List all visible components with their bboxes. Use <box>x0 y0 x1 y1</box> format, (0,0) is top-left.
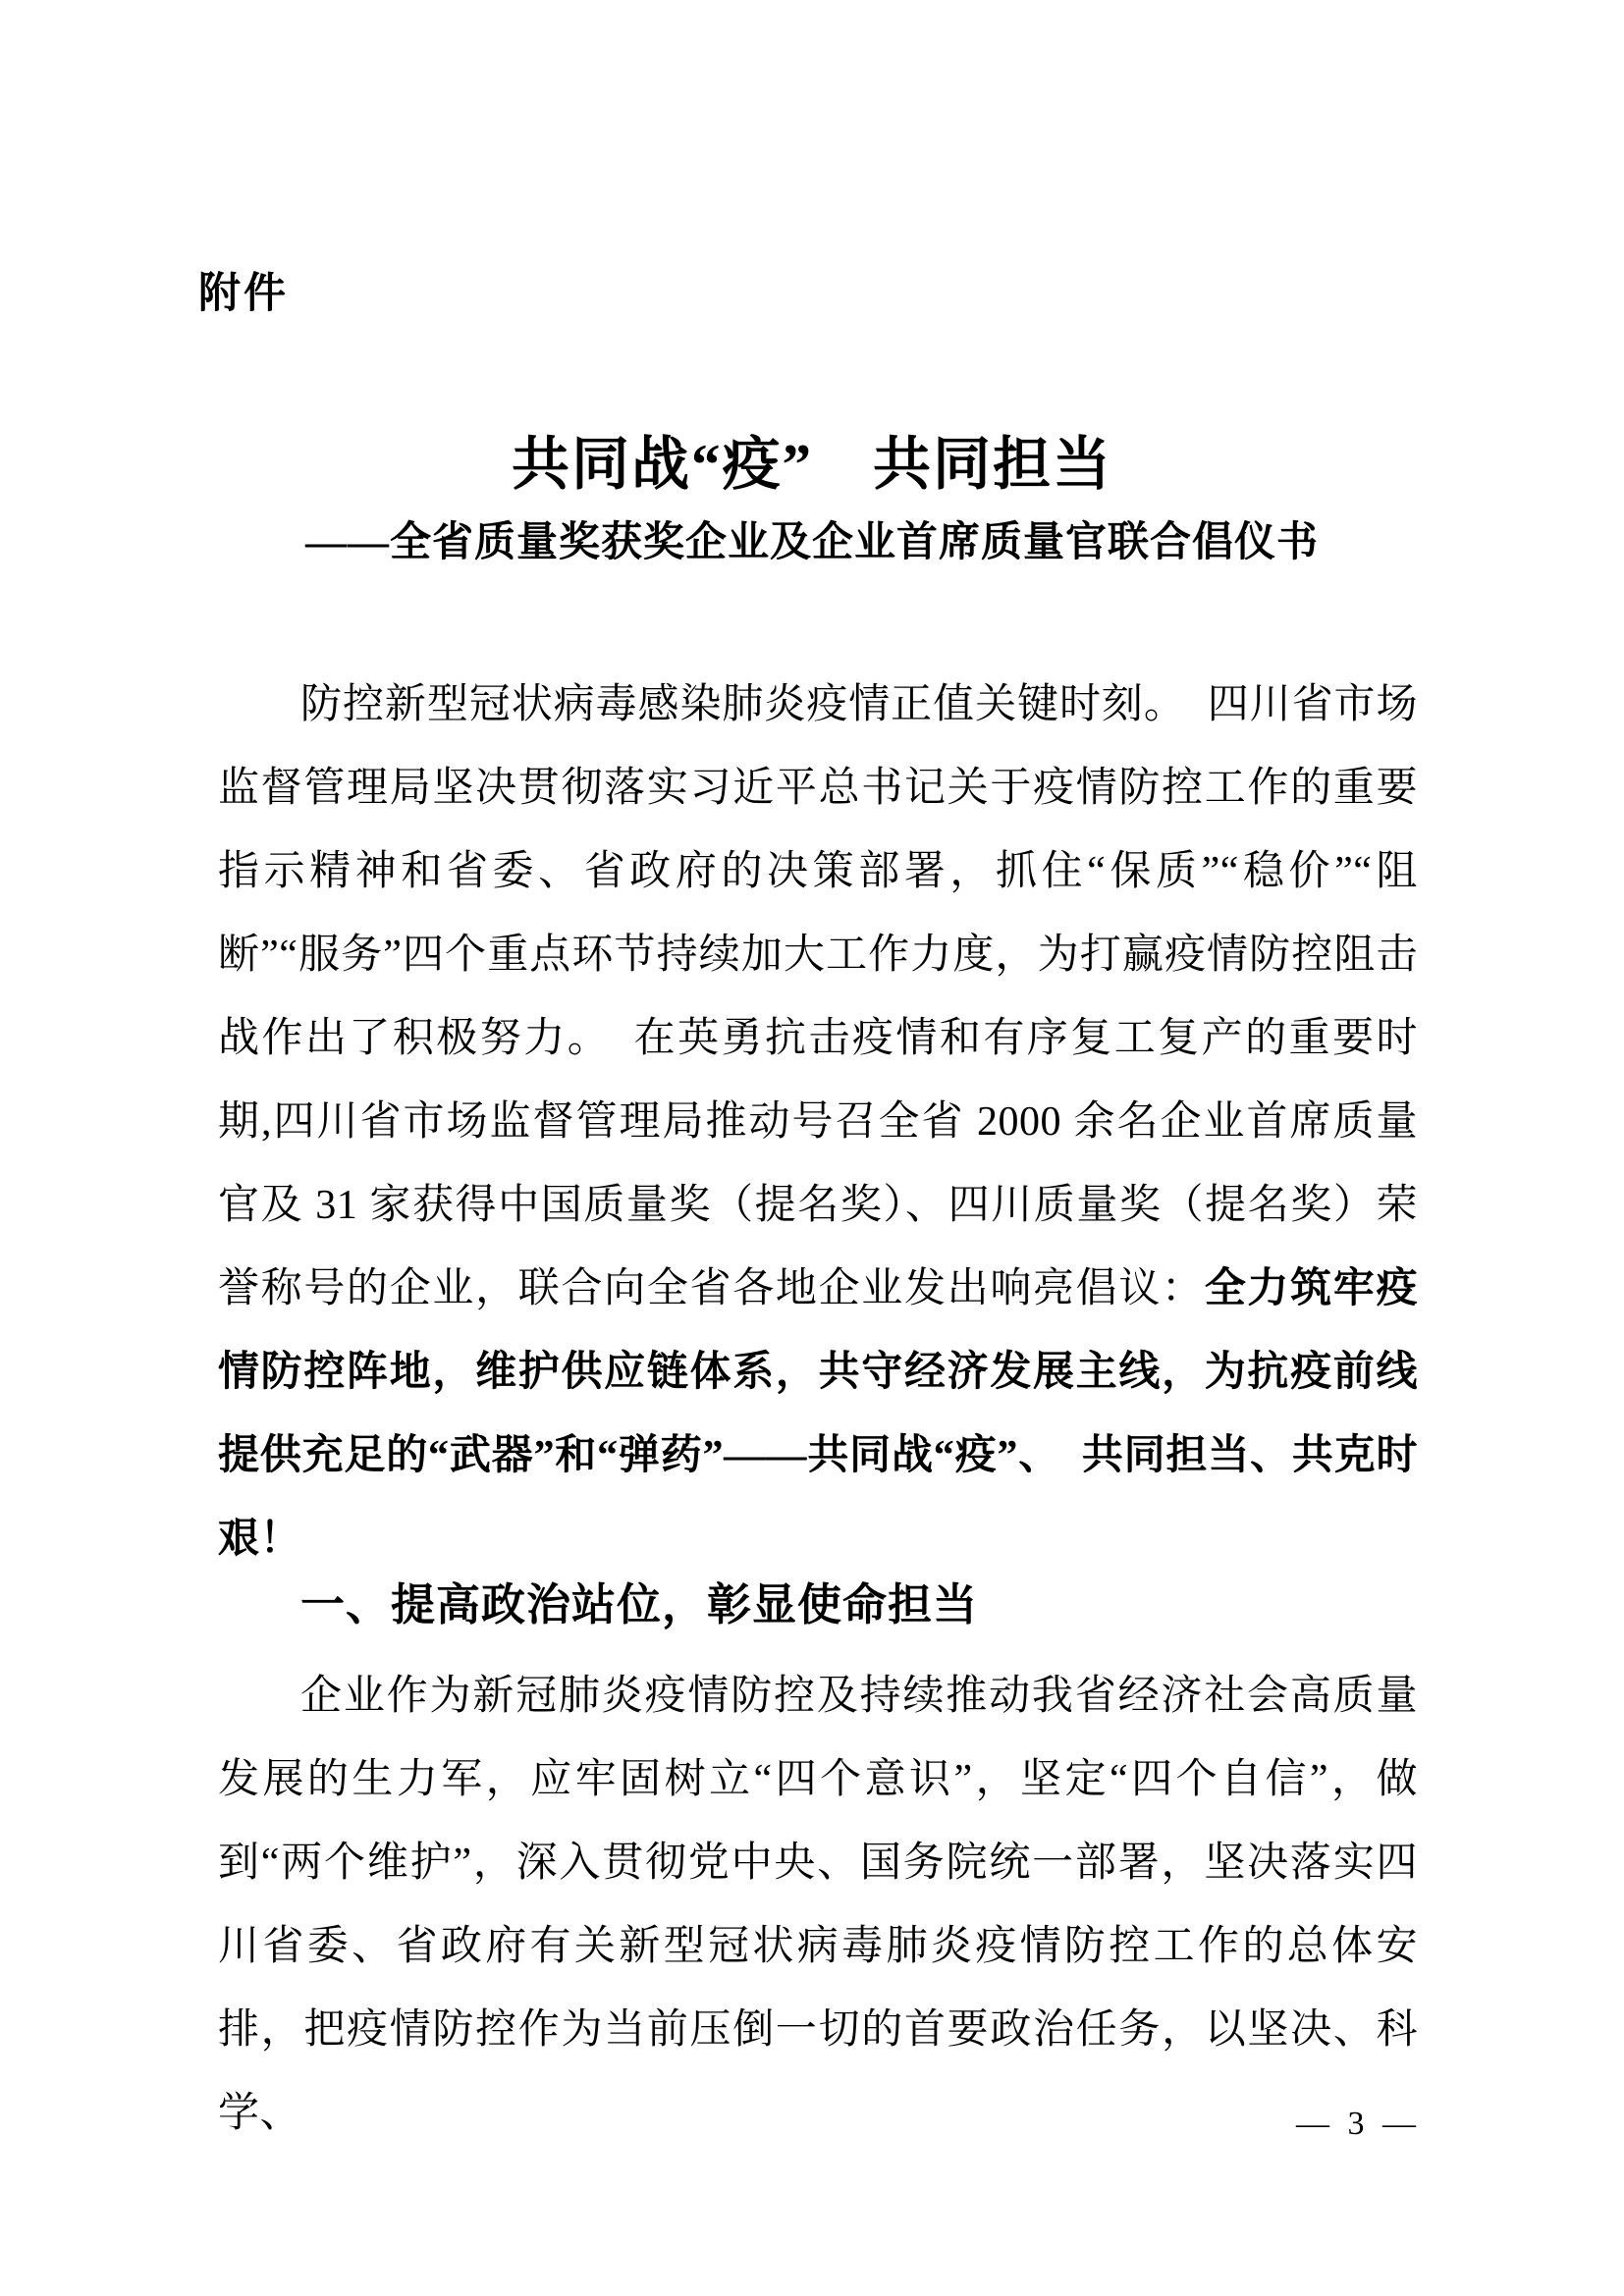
paragraph-2: 企业作为新冠肺炎疫情防控及持续推动我省经济社会高质量发展的生力军，应牢固树立“四个意识”，坚定“四个自信”，做到“两个维护”，深入贯彻党中央、国务院统一部署，坚决落实四川省委、省政府有关新型冠状病毒肺炎疫情防控工作的总体安排，把疫情防控作为当前压倒一切的首要政治任务，以坚决、科学、 <box>218 1674 1418 2136</box>
document-title: 共同战“疫” 共同担当 <box>511 432 1112 497</box>
page-number: — 3 — <box>1296 2106 1421 2142</box>
paragraph-1-emphasis-text: 全力筑牢疫情防控阵地，维护供应链体系，共守经济发展主线，为抗疫前线提供充足的“武器”和“弹药”——共同战“疫”、 共同担当、共克时艰！ <box>218 1266 1418 1562</box>
paragraph-1-normal-text: 防控新型冠状病毒感染肺炎疫情正值关键时刻。 四川省市场监督管理局坚决贯彻落实习近平总书记关于疫情防控工作的重要指示精神和省委、省政府的决策部署，抓住“保质”“稳价”“阻断”“服务”四个重点环节持续加大工作力度，为打赢疫情防控阻击战作出了积极努力。 在英勇抗击疫情和有序复工复产的重要时期,四川省市场监督管理局推动号召全省 2000 余名企业首席质量官及 31 家获得中国质量奖（提名奖）、四川质量奖（提名奖）荣誉称号的企业，联合向全省各地企业发出响亮倡议： <box>218 682 1418 1311</box>
section-1-heading: 一、提高政治站位，彰显使命担当 <box>300 1579 979 1629</box>
paragraph-1 <box>218 664 1418 1581</box>
document-subtitle: ——全省质量奖获奖企业及企业首席质量官联合倡仪书 <box>304 520 1319 565</box>
attachment-label: 附件 <box>198 270 289 317</box>
